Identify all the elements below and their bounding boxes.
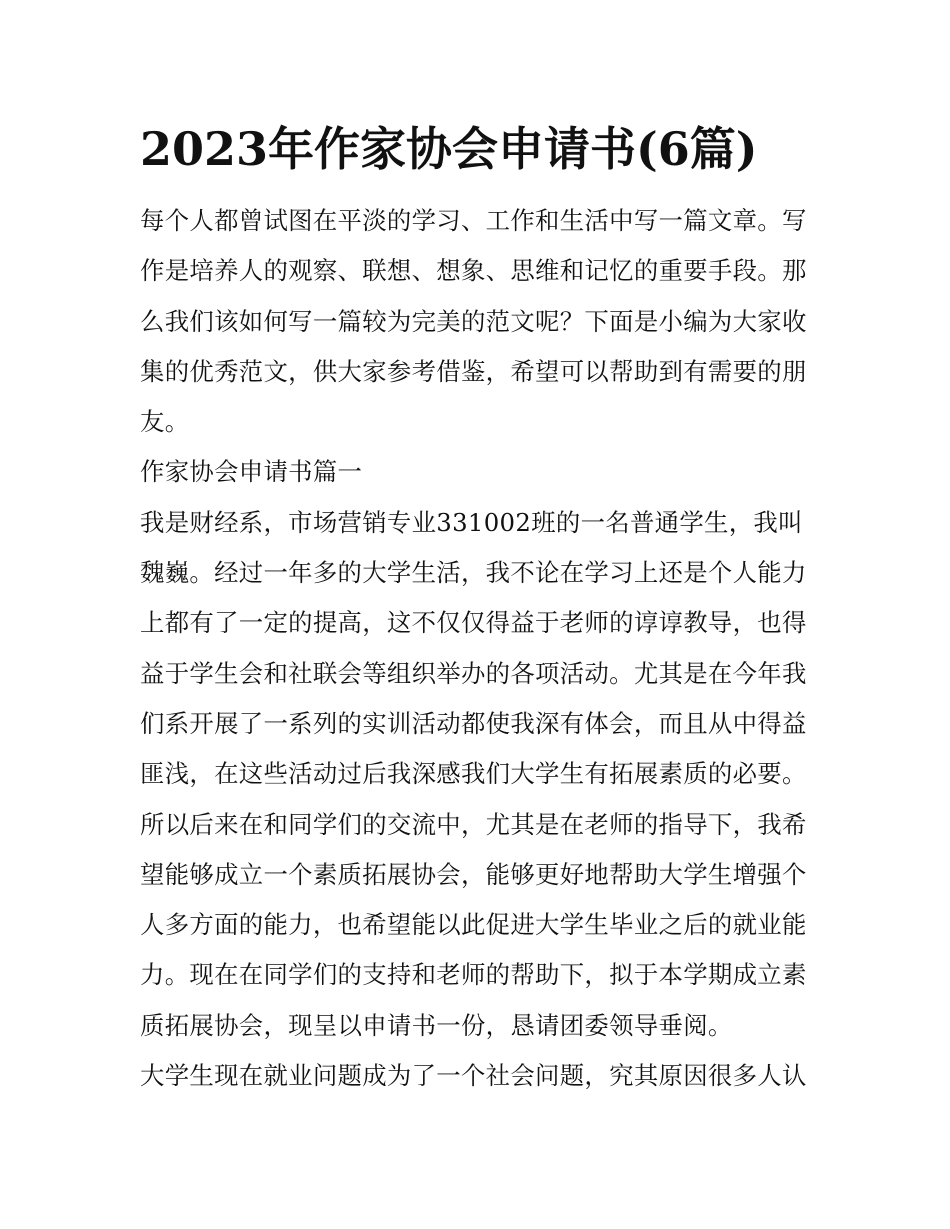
body-line: 匪浅，在这些活动过后我深感我们大学生有拓展素质的必要。	[140, 759, 807, 789]
body-line: 质拓展协会，现呈以申请书一份，恳请团委领导垂阅。	[140, 1010, 733, 1040]
body-line: 么我们该如何写一篇较为完美的范文呢？下面是小编为大家收	[140, 306, 807, 336]
body-line: 每个人都曾试图在平淡的学习、工作和生活中写一篇文章。写	[140, 206, 807, 235]
body-line: 友。	[140, 407, 190, 437]
document-body	[140, 196, 812, 1101]
body-line: 力。现在在同学们的支持和老师的帮助下，拟于本学期成立素	[140, 960, 807, 990]
body-line: 们系开展了一系列的实训活动都使我深有体会，而且从中得益	[140, 708, 807, 738]
body-line: 我是财经系，市场营销专业331002班的一名普通学生，我叫	[140, 507, 803, 537]
body-line: 益于学生会和社联会等组织举办的各项活动。尤其是在今年我	[140, 658, 807, 688]
body-line: 作是培养人的观察、联想、想象、思维和记忆的重要手段。那	[140, 256, 807, 286]
body-line: 所以后来在和同学们的交流中，尤其是在老师的指导下，我希	[140, 809, 807, 839]
body-line: 大学生现在就业问题成为了一个社会问题，究其原因很多人认	[140, 1061, 807, 1091]
body-line: 望能够成立一个素质拓展协会，能够更好地帮助大学生增强个	[140, 859, 807, 889]
body-line: 人多方面的能力，也希望能以此促进大学生毕业之后的就业能	[140, 910, 807, 940]
body-line: 上都有了一定的提高，这不仅仅得益于老师的谆谆教导，也得	[140, 608, 807, 638]
body-line: 魏巍。经过一年多的大学生活，我不论在学习上还是个人能力	[140, 558, 807, 588]
document-title: 2023年作家协会申请书(6篇)	[140, 122, 758, 176]
body-line: 集的优秀范文，供大家参考借鉴，希望可以帮助到有需要的朋	[140, 356, 807, 386]
section-heading: 作家协会申请书篇一	[140, 457, 363, 487]
